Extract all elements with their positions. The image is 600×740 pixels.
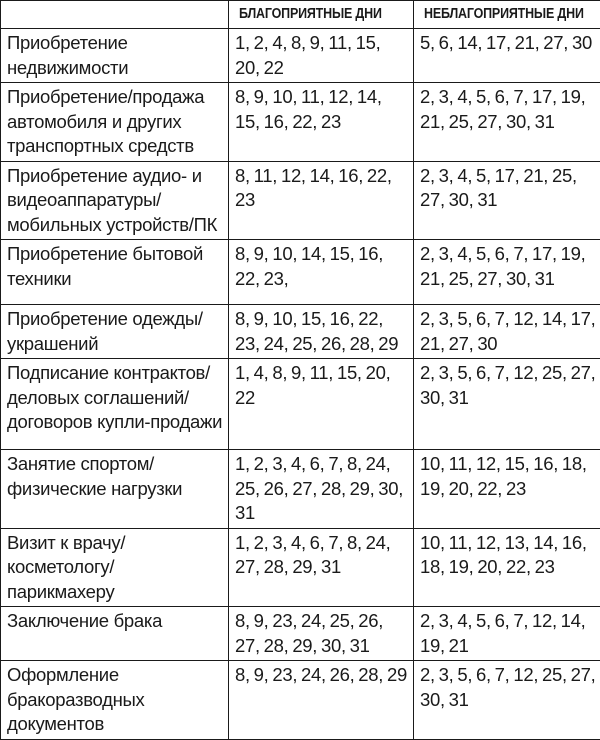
favorable-days-cell: 1, 4, 8, 9, 11, 15, 20, 22 [229,359,414,450]
header-row [1,1,600,29]
activity-cell: Подписание контрактов/ деловых соглашений/ договоров купли-продажи [1,359,229,450]
favorable-days-cell: 1, 2, 3, 4, 6, 7, 8, 24, 25, 26, 27, 28, 29, 30, 31 [229,450,414,529]
unfavorable-days-cell: 2, 3, 5, 6, 7, 12, 25, 27, 30, 31 [414,661,600,740]
unfavorable-days-cell: 2, 3, 4, 5, 6, 7, 17, 19, 21, 25, 27, 30, 31 [414,83,600,162]
unfavorable-days-cell: 10, 11, 12, 13, 14, 16, 18, 19, 20, 22, 23 [414,528,600,607]
table-row [1,240,600,305]
activity-cell: Приобретение аудио- и видеоаппаратуры/ мобильных устройств/ПК [1,161,229,240]
activity-cell: Оформление бракоразводных документов [1,661,229,740]
table-row [1,83,600,162]
favorable-days-cell: 8, 9, 23, 24, 25, 26, 27, 28, 29, 30, 31 [229,607,414,661]
table-row [1,161,600,240]
table-row [1,528,600,607]
activity-cell: Приобретение одежды/ украшений [1,305,229,359]
unfavorable-days-cell: 10, 11, 12, 15, 16, 18, 19, 20, 22, 23 [414,450,600,529]
unfavorable-days-cell: 2, 3, 4, 5, 17, 21, 25, 27, 30, 31 [414,161,600,240]
table-row [1,305,600,359]
table-row [1,359,600,450]
favorable-days-cell: 8, 9, 23, 24, 26, 28, 29 [229,661,414,740]
unfavorable-days-cell: 2, 3, 4, 5, 6, 7, 12, 14, 19, 21 [414,607,600,661]
activity-cell: Приобретение недвижимости [1,29,229,83]
header-unfavorable-days: НЕБЛАГОПРИЯТНЫЕ ДНИ [414,1,600,29]
activity-cell: Занятие спортом/ физические нагрузки [1,450,229,529]
unfavorable-days-cell: 2, 3, 4, 5, 6, 7, 17, 19, 21, 25, 27, 30, 31 [414,240,600,305]
favorable-days-cell: 8, 9, 10, 14, 15, 16, 22, 23, [229,240,414,305]
unfavorable-days-cell: 2, 3, 5, 6, 7, 12, 14, 17, 21, 27, 30 [414,305,600,359]
unfavorable-days-cell: 2, 3, 5, 6, 7, 12, 25, 27, 30, 31 [414,359,600,450]
activity-cell: Визит к врачу/ косметологу/ парикмахеру [1,528,229,607]
favorable-days-cell: 8, 9, 10, 15, 16, 22, 23, 24, 25, 26, 28, 29 [229,305,414,359]
activity-cell: Приобретение/продажа автомобиля и других транспортных средств [1,83,229,162]
table-row [1,607,600,661]
favorable-days-cell: 8, 9, 10, 11, 12, 14, 15, 16, 22, 23 [229,83,414,162]
header-activity [1,1,229,29]
unfavorable-days-cell: 5, 6, 14, 17, 21, 27, 30 [414,29,600,83]
favorable-days-cell: 1, 2, 4, 8, 9, 11, 15, 20, 22 [229,29,414,83]
activity-cell: Приобретение бытовой техники [1,240,229,305]
table-row [1,29,600,83]
favorable-days-cell: 8, 11, 12, 14, 16, 22, 23 [229,161,414,240]
favorable-days-cell: 1, 2, 3, 4, 6, 7, 8, 24, 27, 28, 29, 31 [229,528,414,607]
table-row [1,450,600,529]
header-favorable-days: БЛАГОПРИЯТНЫЕ ДНИ [229,1,414,29]
activity-cell: Заключение брака [1,607,229,661]
table-row [1,661,600,740]
